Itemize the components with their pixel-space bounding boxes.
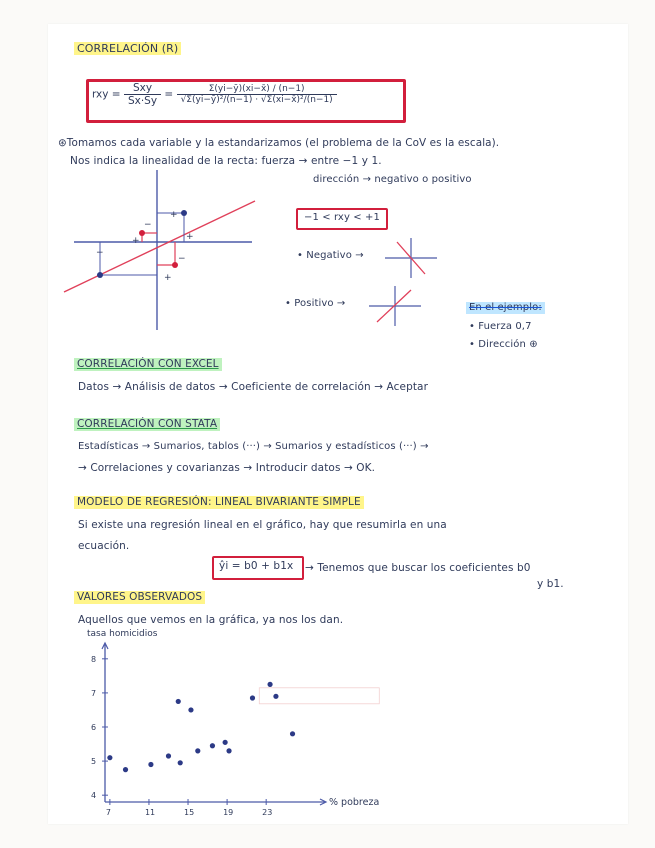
negativo-label: • Negativo → (297, 250, 364, 261)
intro-line-3: dirección → negativo o positivo (313, 174, 472, 185)
formula-frac2-num: Σ(yi−ȳ)(xi−x̄) / (n−1) (177, 84, 337, 95)
scatter-point (123, 767, 128, 772)
modelo-line-1: Si existe una regresión lineal en el gráfico, hay que resumirla en una (78, 519, 447, 531)
scatter-point (273, 694, 278, 699)
formula-fraction-2 (177, 84, 337, 105)
formula-lhs: rxy = (92, 88, 121, 101)
diagram-sign: − (144, 220, 152, 230)
regression-equation: ŷi = b0 + b1x (219, 560, 294, 572)
scatter-point (148, 762, 153, 767)
plot-y-tick-label: 8 (91, 654, 97, 664)
plot-x-tick-label: 15 (184, 808, 195, 817)
scatter-plot (75, 624, 380, 824)
ejemplo-direccion: • Dirección ⊕ (469, 339, 538, 350)
diagram-sign: − (96, 248, 104, 258)
scatter-point (223, 740, 228, 745)
plot-x-tick-label: 11 (144, 808, 156, 817)
modelo-tail-2: y b1. (537, 578, 564, 590)
formula-eq: = (164, 88, 174, 101)
modelo-tail-1: → Tenemos que buscar los coeficientes b0 (305, 562, 531, 574)
plot-y-tick-label: 7 (91, 688, 97, 698)
stata-title: CORRELACIÓN CON STATA (74, 418, 220, 431)
valores-line: Aquellos que vemos en la gráfica, ya nos los dan. (78, 614, 344, 626)
scatter-point (250, 695, 255, 700)
scatter-point (210, 743, 215, 748)
valores-title: VALORES OBSERVADOS (74, 591, 205, 604)
negative-correlation-sketch (383, 236, 439, 280)
scatter-point (176, 699, 181, 704)
plot-x-label: % pobreza (329, 797, 380, 808)
scatter-point (226, 748, 231, 753)
diagram-point (97, 272, 103, 278)
scatter-point (290, 731, 295, 736)
plot-x-tick-label: 7 (105, 808, 111, 817)
intro-line-1: ⊛Tomamos cada variable y la estandarizamos (el problema de la CoV es la escala). (58, 137, 500, 149)
plot-y-tick-label: 4 (91, 791, 97, 801)
correlation-formula (92, 82, 337, 107)
plot-y-tick-label: 6 (91, 723, 97, 732)
scatter-point (166, 753, 171, 758)
diagram-point (181, 210, 187, 216)
range-text: −1 < rxy < +1 (304, 212, 380, 223)
scatter-point (267, 682, 272, 687)
ejemplo-fuerza: • Fuerza 0,7 (469, 321, 532, 332)
correlation-quadrant-diagram (60, 165, 260, 335)
positivo-label: • Positivo → (285, 298, 346, 309)
diagram-sign: + (164, 273, 172, 283)
excel-title: CORRELACIÓN CON EXCEL (74, 358, 222, 371)
modelo-line-2: ecuación. (78, 540, 130, 552)
ejemplo-title: En el ejemplo: (466, 302, 545, 314)
intro-line-2: Nos indica la linealidad de la recta: fuerza → entre −1 y 1. (70, 155, 382, 167)
diagram-sign: − (178, 254, 186, 264)
diagram-sign: + (132, 236, 140, 246)
diagram-sign: + (186, 232, 194, 242)
plot-x-tick-label: 23 (262, 808, 273, 817)
diagram-regression-line (64, 201, 255, 292)
correlacion-title: CORRELACIÓN (R) (74, 42, 181, 55)
scatter-point (188, 707, 193, 712)
scatter-point (178, 760, 183, 765)
diagram-sign: + (170, 210, 178, 220)
formula-frac1-den: Sx·Sy (127, 95, 158, 107)
diagram-point (139, 230, 145, 236)
plot-y-tick-label: 5 (91, 757, 97, 767)
formula-frac1-num: Sxy (124, 82, 161, 95)
scatter-point (107, 755, 112, 760)
plot-x-tick-label: 19 (223, 808, 234, 817)
formula-frac2-den: √Σ(yi−ȳ)²/(n−1) · √Σ(xi−x̄)²/(n−1) (180, 95, 333, 105)
scatter-point (195, 748, 200, 753)
stata-steps-2: → Correlaciones y covarianzas → Introducir datos → OK. (78, 462, 376, 474)
modelo-title: MODELO DE REGRESIÓN: LINEAL BIVARIANTE SIMPLE (74, 496, 364, 509)
positive-correlation-sketch (367, 284, 423, 328)
formula-fraction-1 (124, 82, 161, 107)
excel-steps: Datos → Análisis de datos → Coeficiente de correlación → Aceptar (78, 381, 428, 393)
plot-y-label: tasa homicidios (87, 629, 158, 639)
stata-steps-1: Estadísticas → Sumarios, tablos (···) → Sumarios y estadísticos (···) → (78, 441, 429, 452)
